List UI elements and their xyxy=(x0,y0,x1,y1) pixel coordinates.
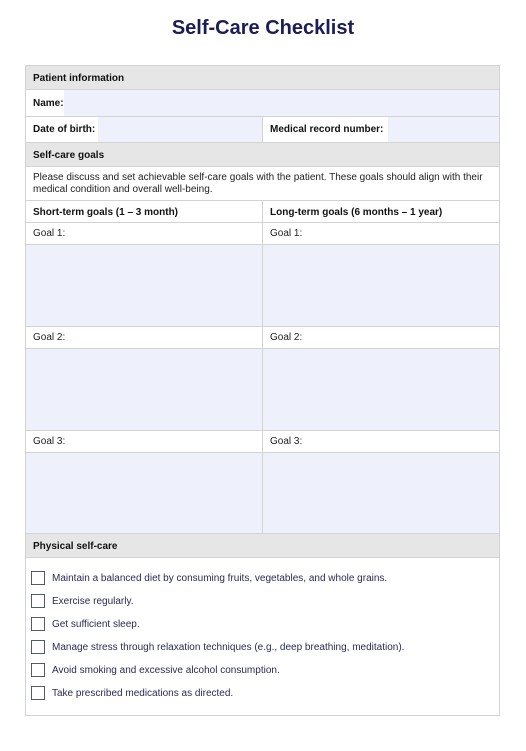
patient-info-header-label: Patient information xyxy=(33,73,125,84)
short-term-goal-3-label: Goal 3: xyxy=(33,436,66,447)
goals-intro-text: Please discuss and set achievable self-care goals with the patient. These goals should align with their medical condition and overall well-being. xyxy=(33,172,483,195)
checklist-item-label: Exercise regularly. xyxy=(52,596,134,607)
patient-info-header xyxy=(26,66,499,90)
mrn-field[interactable] xyxy=(388,117,499,142)
checkbox[interactable] xyxy=(31,663,45,677)
checklist-item-label: Maintain a balanced diet by consuming fruits, vegetables, and whole grains. xyxy=(52,573,388,584)
column-divider xyxy=(262,201,263,222)
dob-field[interactable] xyxy=(98,117,262,142)
column-divider xyxy=(262,223,263,326)
checkbox[interactable] xyxy=(31,594,45,608)
long-term-goal-1-field[interactable] xyxy=(263,244,499,326)
goal-1-row xyxy=(26,223,499,327)
short-term-goal-3-field[interactable] xyxy=(26,452,262,533)
checkbox[interactable] xyxy=(31,686,45,700)
mrn-label: Medical record number: xyxy=(270,124,384,135)
long-term-goal-1-label: Goal 1: xyxy=(270,228,303,239)
dob-label: Date of birth: xyxy=(33,124,96,135)
long-term-goal-3-label: Goal 3: xyxy=(270,436,303,447)
long-term-goal-2-field[interactable] xyxy=(263,348,499,430)
goals-header xyxy=(26,143,499,167)
checkbox[interactable] xyxy=(31,571,45,585)
checklist-item-label: Avoid smoking and excessive alcohol consumption. xyxy=(52,665,280,676)
short-term-goals-label: Short-term goals (1 – 3 month) xyxy=(33,207,179,218)
short-term-goal-1-label: Goal 1: xyxy=(33,228,66,239)
short-term-goal-2-label: Goal 2: xyxy=(33,332,66,343)
short-term-goal-1-field[interactable] xyxy=(26,244,262,326)
checklist-item-label: Take prescribed medications as directed. xyxy=(52,688,234,699)
goals-intro-row xyxy=(26,167,499,201)
long-term-goal-2-label: Goal 2: xyxy=(270,332,303,343)
goals-column-headers xyxy=(26,201,499,223)
physical-self-care-header-label: Physical self-care xyxy=(33,541,118,552)
long-term-goals-label: Long-term goals (6 months – 1 year) xyxy=(270,207,443,218)
name-field[interactable] xyxy=(64,90,499,116)
column-divider xyxy=(262,327,263,430)
page-title: Self-Care Checklist xyxy=(171,17,355,39)
short-term-goal-2-field[interactable] xyxy=(26,348,262,430)
name-label: Name: xyxy=(33,98,64,109)
checkbox[interactable] xyxy=(31,617,45,631)
checklist-item-label: Get sufficient sleep. xyxy=(52,619,140,630)
checkbox[interactable] xyxy=(31,640,45,654)
long-term-goal-3-field[interactable] xyxy=(263,452,499,533)
checklist-item-label: Manage stress through relaxation techniques (e.g., deep breathing, meditation). xyxy=(52,642,405,653)
goal-2-row xyxy=(26,327,499,431)
dob-mrn-row xyxy=(26,117,499,143)
goal-3-row xyxy=(26,431,499,534)
column-divider xyxy=(262,431,263,533)
physical-self-care-header xyxy=(26,534,499,558)
goals-header-label: Self-care goals xyxy=(33,150,105,161)
name-row xyxy=(26,90,499,117)
checklist-form xyxy=(25,65,500,716)
column-divider xyxy=(262,117,263,142)
